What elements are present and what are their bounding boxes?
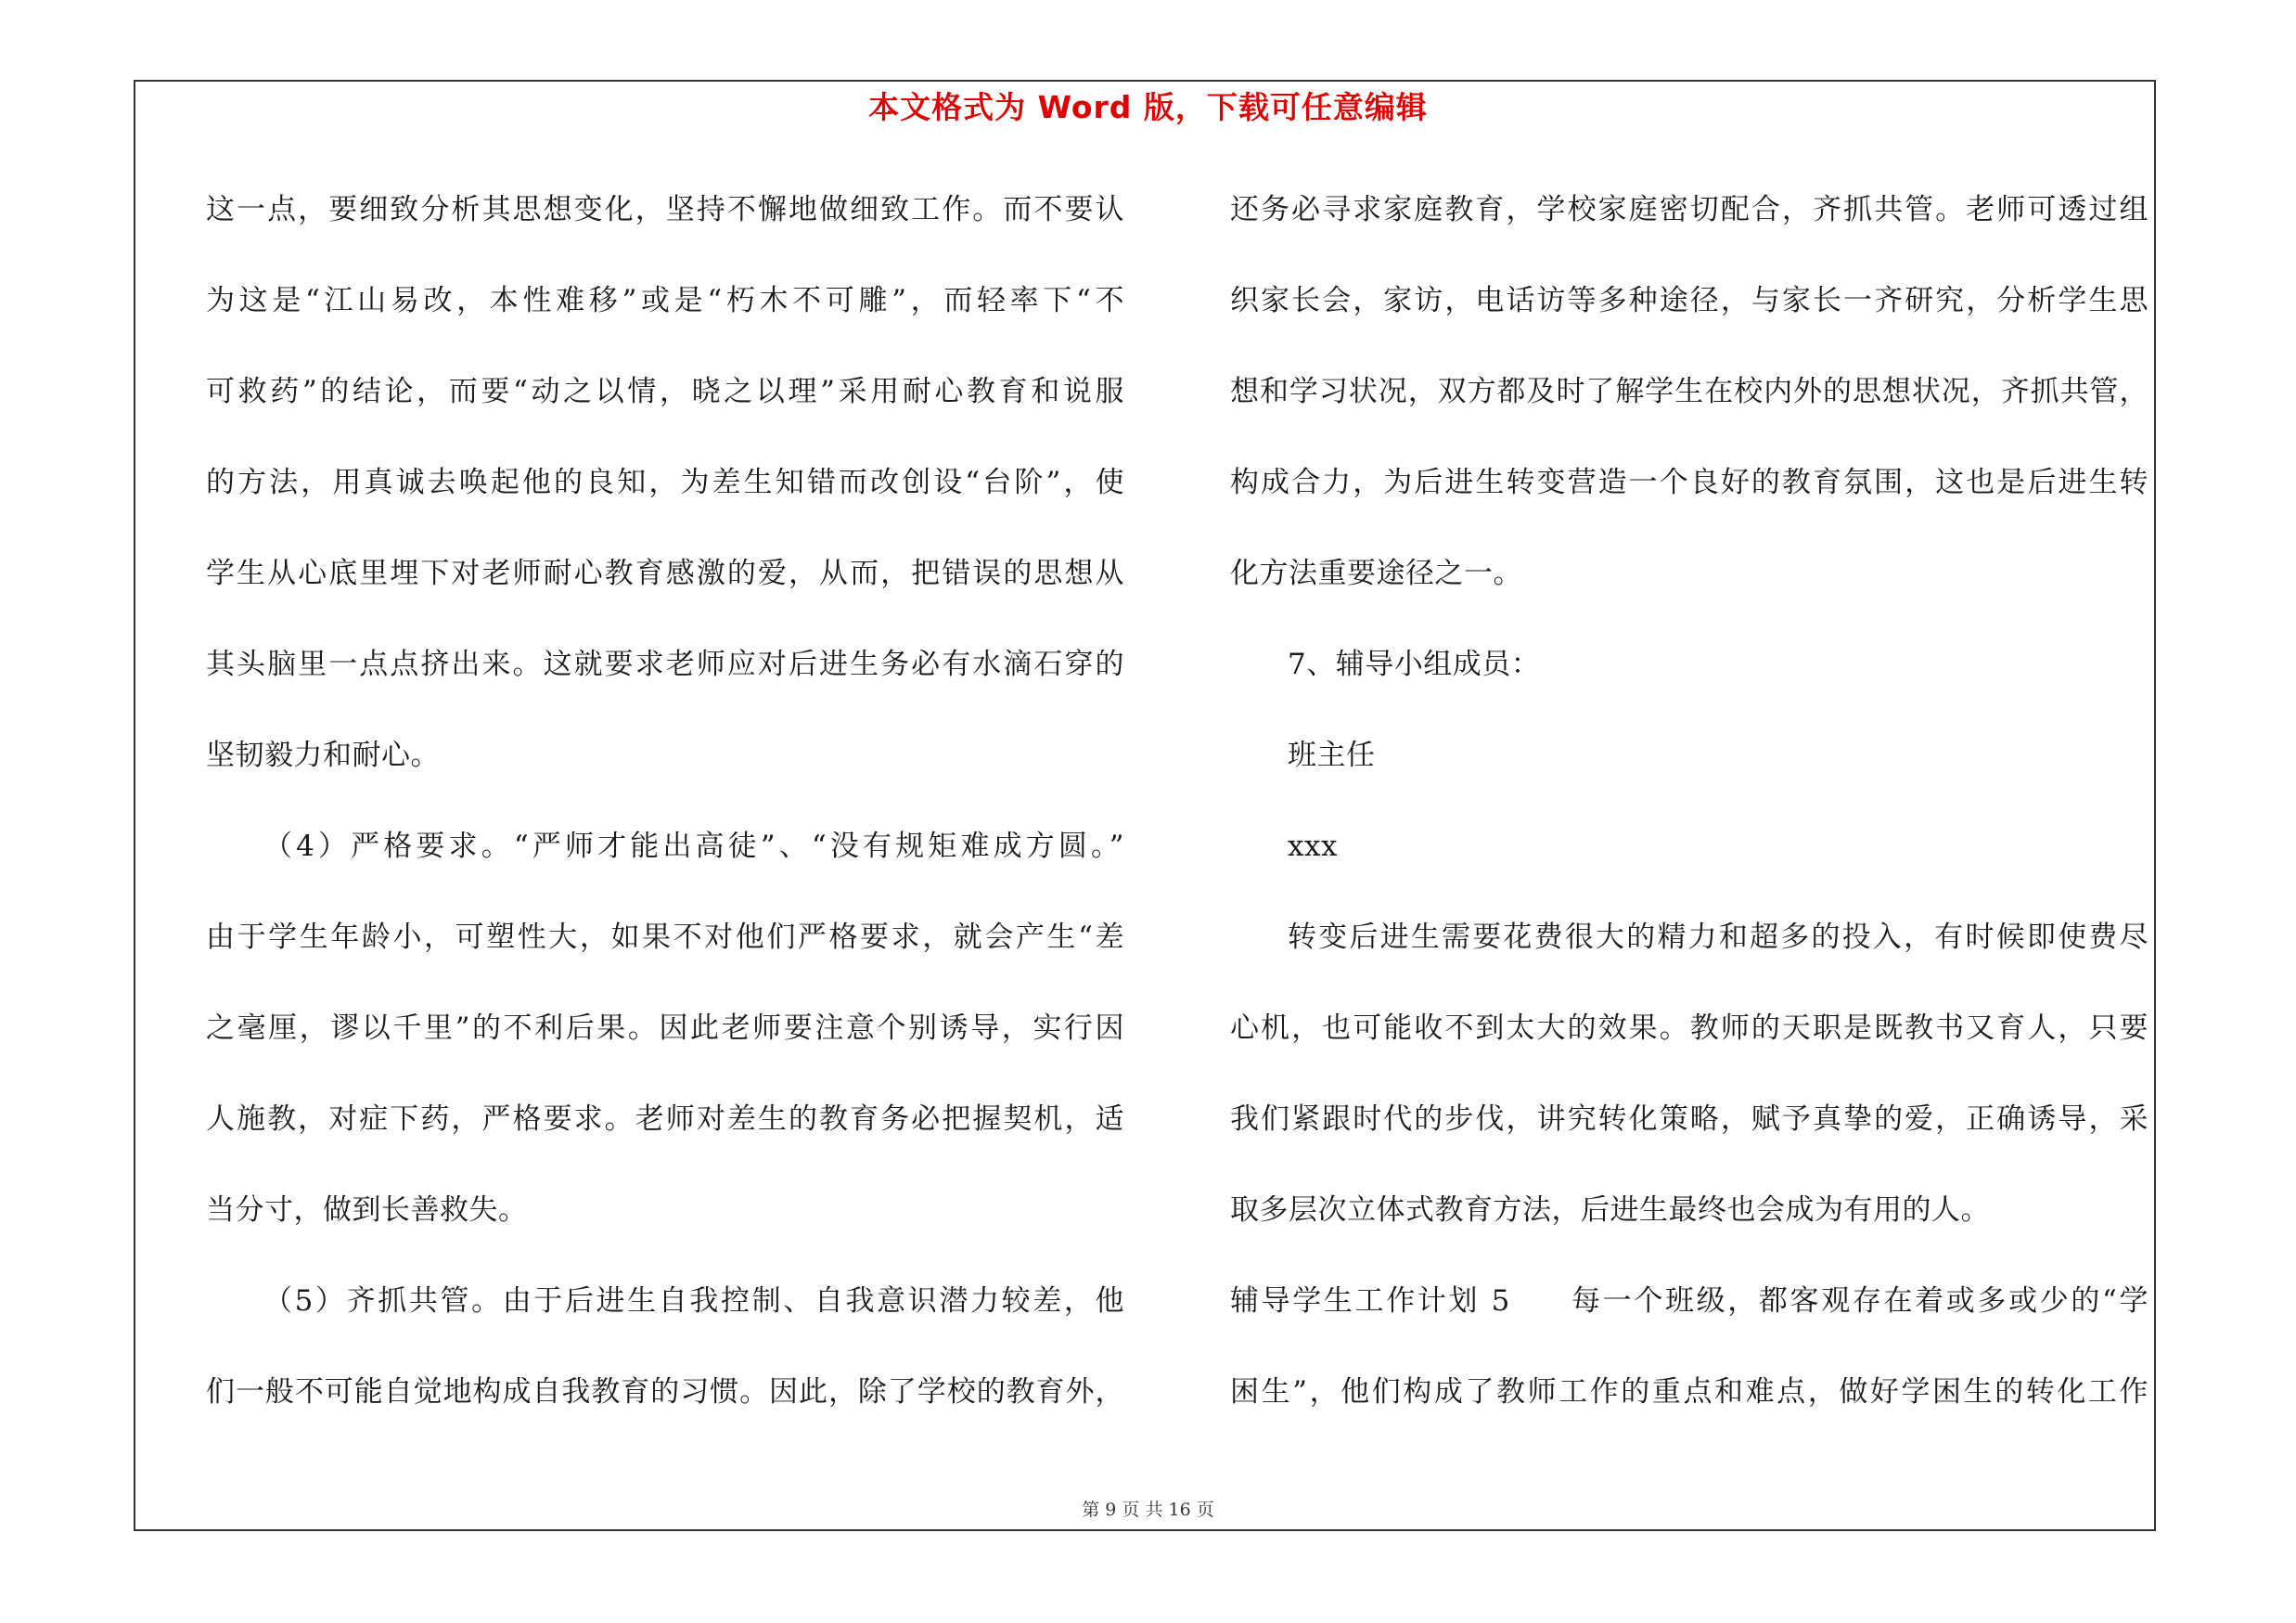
- text-line: 坚韧毅力和耐心。: [206, 739, 440, 772]
- text-line: 之毫厘，谬以千里”的不利后果。因此老师要注意个别诱导，实行因: [206, 1011, 1124, 1045]
- text-line: 可救药”的结论，而要“动之以情，晓之以理”采用耐心教育和说服: [206, 375, 1124, 408]
- text-line: 人施教，对症下药，严格要求。老师对差生的教育务必把握契机，适: [206, 1102, 1124, 1136]
- text-line: 这一点，要细致分析其思想变化，坚持不懈地做细致工作。而不要认: [206, 193, 1124, 226]
- text-line: （4）严格要求。“严师才能出高徒”、“没有规矩难成方圆。”: [263, 830, 1124, 863]
- text-line: 转变后进生需要花费很大的精力和超多的投入，有时候即使费尽: [1288, 921, 2148, 954]
- text-line: 困生”，他们构成了教师工作的重点和难点，做好学困生的转化工作: [1230, 1375, 2148, 1409]
- page-number: 第 9 页 共 16 页: [1082, 1500, 1214, 1520]
- text-line: 心机，也可能收不到太大的效果。教师的天职是既教书又育人，只要: [1230, 1011, 2148, 1045]
- text-line: 班主任: [1288, 739, 1376, 772]
- text-line: 构成合力，为后进生转变营造一个良好的教育氛围，这也是后进生转: [1230, 466, 2148, 499]
- text-line: 们一般不可能自觉地构成自我教育的习惯。因此，除了学校的教育外，: [206, 1375, 1124, 1409]
- text-line: 化方法重要途径之一。: [1230, 557, 1522, 590]
- text-line: xxx: [1288, 830, 1338, 863]
- text-line: 为这是“江山易改，本性难移”或是“朽木不可雕”，而轻率下“不: [206, 284, 1124, 317]
- format-banner: 本文格式为 Word 版，下载可任意编辑: [868, 89, 1428, 125]
- section-title: 辅导学生工作计划 5: [1230, 1284, 1510, 1318]
- section-title-line: [1230, 1277, 2148, 1368]
- text-line: 的方法，用真诚去唤起他的良知，为差生知错而改创设“台阶”，使: [206, 466, 1124, 499]
- text-line: 当分寸，做到长善救失。: [206, 1193, 528, 1227]
- text-line: 织家长会，家访，电话访等多种途径，与家长一齐研究，分析学生思: [1230, 284, 2148, 317]
- text-line: 想和学习状况，双方都及时了解学生在校内外的思想状况，齐抓共管，: [1230, 375, 2148, 408]
- text-line: 由于学生年龄小，可塑性大，如果不对他们严格要求，就会产生“差: [206, 921, 1124, 954]
- text-line: 我们紧跟时代的步伐，讲究转化策略，赋予真挚的爱，正确诱导，采: [1230, 1102, 2148, 1136]
- text-line: （5）齐抓共管。由于后进生自我控制、自我意识潜力较差，他: [263, 1284, 1124, 1318]
- left-column: [206, 186, 1124, 1459]
- section-text: 每一个班级，都客观存在着或多或少的“学: [1569, 1284, 2148, 1318]
- text-line: 取多层次立体式教育方法，后进生最终也会成为有用的人。: [1230, 1193, 1990, 1227]
- text-line: 其头脑里一点点挤出来。这就要求老师应对后进生务必有水滴石穿的: [206, 648, 1124, 681]
- text-line: 还务必寻求家庭教育，学校家庭密切配合，齐抓共管。老师可透过组: [1230, 193, 2148, 226]
- text-line: 学生从心底里埋下对老师耐心教育感激的爱，从而，把错误的思想从: [206, 557, 1124, 590]
- right-column: [1230, 186, 2148, 1459]
- text-line: 7、辅导小组成员：: [1288, 648, 1541, 681]
